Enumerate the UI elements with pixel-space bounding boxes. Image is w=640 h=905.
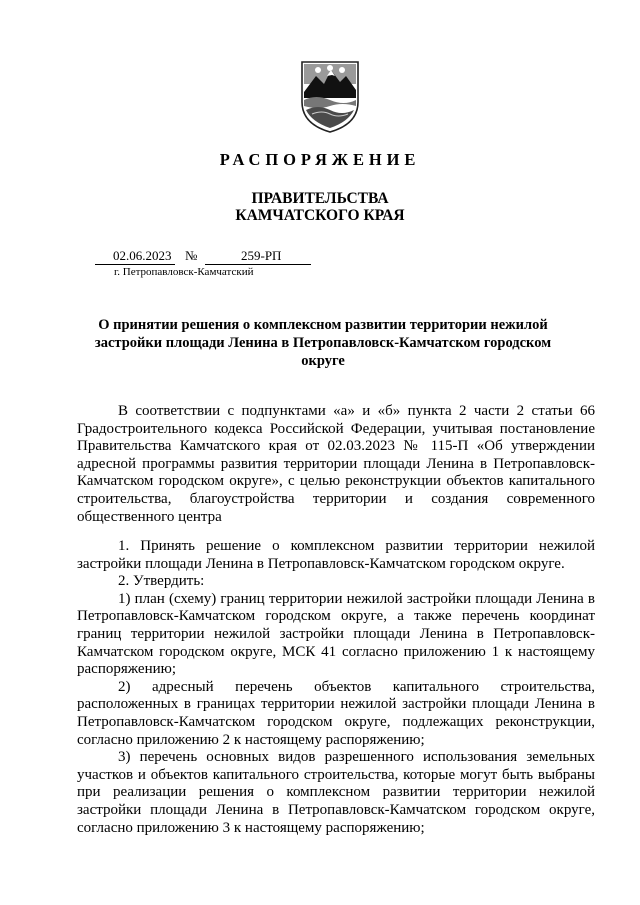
- item-paragraph: 2) адресный перечень объектов капитального строительства, расположенных в границах территории нежилой застройки площади Ленина в Петропавловск-Камчатском городском округе, подлежащих реконструкции, согласно приложению 2 к настоящему распоряжению;: [77, 678, 595, 748]
- preamble-paragraph: В соответствии с подпунктами «а» и «б» пункта 2 части 2 статьи 66 Градостроительного кодекса Российской Федерации, учитывая постановление Правительства Камчатского края от 02.03.2023 № 115-П «Об утверждении адресной программы развития территории площади Ленина в Петропавловск-Камчатском городском округе», с целью реконструкции объектов капитального строительства, благоустройства территории и создания современного общественного центра: [77, 403, 595, 525]
- document-date: 02.06.2023: [113, 248, 172, 263]
- document-title: О принятии решения о комплексном развитии территории нежилой застройки площади Ленина в Петропавловск-Камчатском городском округе: [94, 317, 552, 369]
- items-block: [77, 538, 595, 837]
- issuer-line-1: ПРАВИТЕЛЬСТВА: [251, 190, 389, 207]
- number-sign: №: [185, 248, 198, 263]
- document-number: 259-РП: [241, 248, 282, 263]
- issuer-line-2: КАМЧАТСКОГО КРАЯ: [235, 207, 405, 224]
- item-paragraph: 1. Принять решение о комплексном развитии территории нежилой застройки площади Ленина в Петропавловск-Камчатском городском округе.: [77, 538, 595, 572]
- preamble-block: [77, 403, 595, 526]
- coat-of-arms-icon: [298, 58, 362, 134]
- number-underline: [205, 264, 311, 265]
- date-underline: [95, 264, 175, 265]
- item-paragraph: 3) перечень основных видов разрешенного использования земельных участков и объектов капитального строительства, которые могут быть выбраны при реализации решения о комплексном развитии территории нежилой застройки площади Ленина в Петропавловск-Камчатском городском округе, согласно приложению 3 к настоящему распоряжению;: [77, 749, 595, 836]
- city-label: г. Петропавловск-Камчатский: [114, 266, 254, 278]
- document-type: РАСПОРЯЖЕНИЕ: [219, 150, 421, 169]
- item-paragraph: 1) план (схему) границ территории нежилой застройки площади Ленина в Петропавловск-Камчатском городском округе, а также перечень координат границ территории нежилой застройки площади Ленина в Петропавловск-Камчатском городском округе, МСК 41 согласно приложению 1 к настоящему распоряжению;: [77, 590, 595, 678]
- item-paragraph: 2. Утвердить:: [118, 573, 205, 590]
